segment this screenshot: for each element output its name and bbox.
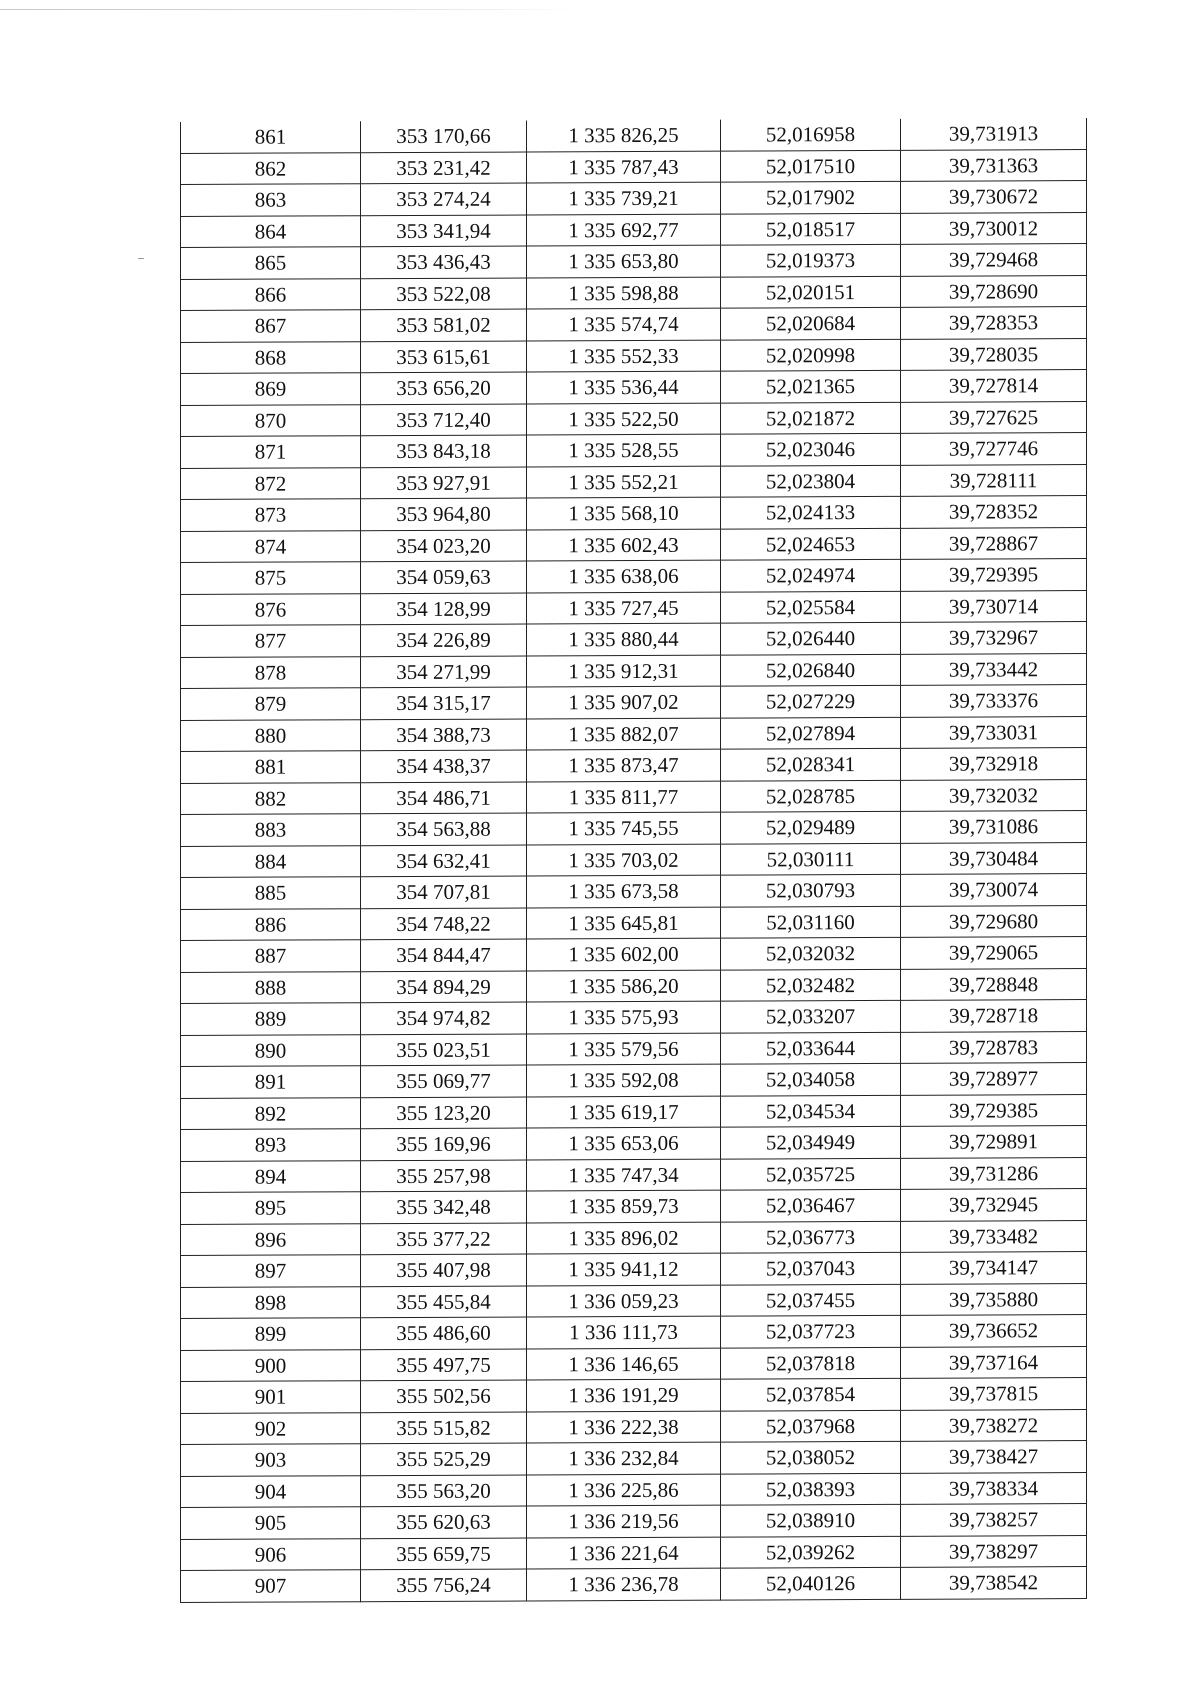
longitude-cell: 39,737164 [901, 1346, 1087, 1378]
longitude-cell: 39,731286 [901, 1157, 1087, 1189]
longitude-cell: 39,731086 [901, 811, 1087, 843]
point-number-cell: 898 [181, 1286, 361, 1318]
point-number-cell: 900 [181, 1349, 361, 1381]
latitude-cell: 52,037723 [721, 1315, 901, 1347]
y-coordinate-cell: 1 335 653,80 [527, 245, 721, 277]
longitude-cell: 39,730074 [901, 874, 1087, 906]
table-row [181, 433, 1087, 468]
y-coordinate-cell: 1 336 232,84 [527, 1442, 721, 1474]
point-number-cell: 901 [181, 1381, 361, 1413]
point-number-cell: 896 [181, 1223, 361, 1255]
point-number-cell: 877 [181, 625, 361, 657]
x-coordinate-cell: 353 581,02 [361, 309, 527, 341]
y-coordinate-cell: 1 336 221,64 [527, 1537, 721, 1569]
x-coordinate-cell: 355 023,51 [361, 1033, 527, 1065]
table-row [181, 496, 1087, 531]
point-number-cell: 868 [181, 341, 361, 373]
coordinates-table-wrapper [180, 118, 1086, 1602]
longitude-cell: 39,729680 [901, 905, 1087, 937]
longitude-cell: 39,731913 [901, 118, 1087, 150]
longitude-cell: 39,732918 [901, 748, 1087, 780]
table-row [181, 842, 1087, 877]
table-row [181, 1472, 1087, 1507]
x-coordinate-cell: 353 656,20 [361, 372, 527, 404]
longitude-cell: 39,738272 [901, 1409, 1087, 1441]
x-coordinate-cell: 355 525,29 [361, 1443, 527, 1475]
latitude-cell: 52,023046 [721, 433, 901, 465]
latitude-cell: 52,029489 [721, 811, 901, 843]
longitude-cell: 39,728867 [901, 527, 1087, 559]
latitude-cell: 52,020684 [721, 307, 901, 339]
y-coordinate-cell: 1 335 907,02 [527, 686, 721, 718]
point-number-cell: 893 [181, 1129, 361, 1161]
latitude-cell: 52,020998 [721, 339, 901, 371]
point-number-cell: 865 [181, 247, 361, 279]
point-number-cell: 880 [181, 719, 361, 751]
y-coordinate-cell: 1 335 645,81 [527, 907, 721, 939]
x-coordinate-cell: 354 748,22 [361, 907, 527, 939]
y-coordinate-cell: 1 335 574,74 [527, 308, 721, 340]
latitude-cell: 52,037818 [721, 1347, 901, 1379]
x-coordinate-cell: 354 315,17 [361, 687, 527, 719]
y-coordinate-cell: 1 335 575,93 [527, 1001, 721, 1033]
y-coordinate-cell: 1 335 880,44 [527, 623, 721, 655]
x-coordinate-cell: 354 059,63 [361, 561, 527, 593]
point-number-cell: 899 [181, 1318, 361, 1350]
x-coordinate-cell: 355 620,63 [361, 1506, 527, 1538]
longitude-cell: 39,727814 [901, 370, 1087, 402]
y-coordinate-cell: 1 335 552,33 [527, 340, 721, 372]
y-coordinate-cell: 1 335 568,10 [527, 497, 721, 529]
longitude-cell: 39,738542 [901, 1567, 1087, 1599]
longitude-cell: 39,732967 [901, 622, 1087, 654]
point-number-cell: 876 [181, 593, 361, 625]
y-coordinate-cell: 1 336 236,78 [527, 1568, 721, 1600]
x-coordinate-cell: 354 271,99 [361, 655, 527, 687]
point-number-cell: 903 [181, 1444, 361, 1476]
point-number-cell: 871 [181, 436, 361, 468]
point-number-cell: 874 [181, 530, 361, 562]
latitude-cell: 52,038910 [721, 1504, 901, 1536]
scan-artifact-mark [138, 258, 144, 259]
table-row [181, 1189, 1087, 1224]
latitude-cell: 52,028785 [721, 780, 901, 812]
y-coordinate-cell: 1 335 747,34 [527, 1159, 721, 1191]
x-coordinate-cell: 355 455,84 [361, 1285, 527, 1317]
latitude-cell: 52,037854 [721, 1378, 901, 1410]
latitude-cell: 52,034534 [721, 1095, 901, 1127]
table-row [181, 307, 1087, 342]
table-row [181, 559, 1087, 594]
latitude-cell: 52,039262 [721, 1536, 901, 1568]
table-row [181, 1409, 1087, 1444]
x-coordinate-cell: 355 502,56 [361, 1380, 527, 1412]
point-number-cell: 872 [181, 467, 361, 499]
table-row [181, 1346, 1087, 1381]
y-coordinate-cell: 1 335 602,43 [527, 529, 721, 561]
point-number-cell: 905 [181, 1507, 361, 1539]
table-row [181, 527, 1087, 562]
point-number-cell: 907 [181, 1570, 361, 1602]
x-coordinate-cell: 355 069,77 [361, 1065, 527, 1097]
y-coordinate-cell: 1 336 111,73 [527, 1316, 721, 1348]
point-number-cell: 888 [181, 971, 361, 1003]
point-number-cell: 867 [181, 310, 361, 342]
y-coordinate-cell: 1 335 586,20 [527, 970, 721, 1002]
longitude-cell: 39,733442 [901, 653, 1087, 685]
x-coordinate-cell: 355 756,24 [361, 1569, 527, 1601]
longitude-cell: 39,727625 [901, 401, 1087, 433]
y-coordinate-cell: 1 335 859,73 [527, 1190, 721, 1222]
y-coordinate-cell: 1 336 059,23 [527, 1285, 721, 1317]
y-coordinate-cell: 1 335 536,44 [527, 371, 721, 403]
y-coordinate-cell: 1 335 579,56 [527, 1033, 721, 1065]
longitude-cell: 39,728690 [901, 275, 1087, 307]
point-number-cell: 869 [181, 373, 361, 405]
longitude-cell: 39,729468 [901, 244, 1087, 276]
table-row [181, 1283, 1087, 1318]
x-coordinate-cell: 355 377,22 [361, 1222, 527, 1254]
longitude-cell: 39,733376 [901, 685, 1087, 717]
latitude-cell: 52,038393 [721, 1473, 901, 1505]
longitude-cell: 39,729891 [901, 1126, 1087, 1158]
x-coordinate-cell: 354 438,37 [361, 750, 527, 782]
latitude-cell: 52,027229 [721, 685, 901, 717]
x-coordinate-cell: 353 274,24 [361, 183, 527, 215]
table-row [181, 118, 1087, 153]
longitude-cell: 39,728111 [901, 464, 1087, 496]
table-row [181, 1441, 1087, 1476]
latitude-cell: 52,031160 [721, 906, 901, 938]
x-coordinate-cell: 354 844,47 [361, 939, 527, 971]
longitude-cell: 39,737815 [901, 1378, 1087, 1410]
longitude-cell: 39,729395 [901, 559, 1087, 591]
coordinates-table-body [181, 118, 1087, 1602]
table-row [181, 244, 1087, 279]
table-row [181, 401, 1087, 436]
point-number-cell: 878 [181, 656, 361, 688]
latitude-cell: 52,036773 [721, 1221, 901, 1253]
x-coordinate-cell: 355 563,20 [361, 1474, 527, 1506]
x-coordinate-cell: 353 843,18 [361, 435, 527, 467]
y-coordinate-cell: 1 335 522,50 [527, 403, 721, 435]
y-coordinate-cell: 1 336 219,56 [527, 1505, 721, 1537]
table-row [181, 181, 1087, 216]
latitude-cell: 52,021872 [721, 402, 901, 434]
longitude-cell: 39,732945 [901, 1189, 1087, 1221]
latitude-cell: 52,017510 [721, 150, 901, 182]
table-row [181, 212, 1087, 247]
longitude-cell: 39,735880 [901, 1283, 1087, 1315]
latitude-cell: 52,037043 [721, 1252, 901, 1284]
y-coordinate-cell: 1 335 619,17 [527, 1096, 721, 1128]
table-row [181, 338, 1087, 373]
point-number-cell: 870 [181, 404, 361, 436]
x-coordinate-cell: 355 497,75 [361, 1348, 527, 1380]
latitude-cell: 52,019373 [721, 244, 901, 276]
point-number-cell: 864 [181, 215, 361, 247]
point-number-cell: 882 [181, 782, 361, 814]
x-coordinate-cell: 353 615,61 [361, 340, 527, 372]
x-coordinate-cell: 353 927,91 [361, 466, 527, 498]
x-coordinate-cell: 353 712,40 [361, 403, 527, 435]
table-row [181, 1378, 1087, 1413]
latitude-cell: 52,021365 [721, 370, 901, 402]
table-row [181, 653, 1087, 688]
table-row [181, 1567, 1087, 1602]
latitude-cell: 52,032032 [721, 937, 901, 969]
latitude-cell: 52,016958 [721, 119, 901, 151]
y-coordinate-cell: 1 335 703,02 [527, 844, 721, 876]
x-coordinate-cell: 353 522,08 [361, 277, 527, 309]
x-coordinate-cell: 354 388,73 [361, 718, 527, 750]
y-coordinate-cell: 1 335 739,21 [527, 182, 721, 214]
table-row [181, 748, 1087, 783]
longitude-cell: 39,738334 [901, 1472, 1087, 1504]
x-coordinate-cell: 353 231,42 [361, 151, 527, 183]
longitude-cell: 39,736652 [901, 1315, 1087, 1347]
table-row [181, 1252, 1087, 1287]
x-coordinate-cell: 354 486,71 [361, 781, 527, 813]
longitude-cell: 39,730672 [901, 181, 1087, 213]
latitude-cell: 52,024653 [721, 528, 901, 560]
longitude-cell: 39,728035 [901, 338, 1087, 370]
table-row [181, 1504, 1087, 1539]
latitude-cell: 52,036467 [721, 1189, 901, 1221]
x-coordinate-cell: 355 342,48 [361, 1191, 527, 1223]
y-coordinate-cell: 1 335 811,77 [527, 781, 721, 813]
x-coordinate-cell: 354 974,82 [361, 1002, 527, 1034]
longitude-cell: 39,732032 [901, 779, 1087, 811]
y-coordinate-cell: 1 335 873,47 [527, 749, 721, 781]
y-coordinate-cell: 1 335 638,06 [527, 560, 721, 592]
x-coordinate-cell: 354 128,99 [361, 592, 527, 624]
x-coordinate-cell: 355 407,98 [361, 1254, 527, 1286]
table-row [181, 874, 1087, 909]
latitude-cell: 52,027894 [721, 717, 901, 749]
y-coordinate-cell: 1 335 552,21 [527, 466, 721, 498]
table-row [181, 275, 1087, 310]
y-coordinate-cell: 1 335 727,45 [527, 592, 721, 624]
latitude-cell: 52,035725 [721, 1158, 901, 1190]
latitude-cell: 52,034949 [721, 1126, 901, 1158]
x-coordinate-cell: 354 632,41 [361, 844, 527, 876]
y-coordinate-cell: 1 336 191,29 [527, 1379, 721, 1411]
x-coordinate-cell: 355 257,98 [361, 1159, 527, 1191]
table-row [181, 622, 1087, 657]
point-number-cell: 891 [181, 1066, 361, 1098]
x-coordinate-cell: 355 515,82 [361, 1411, 527, 1443]
table-row [181, 1094, 1087, 1129]
point-number-cell: 892 [181, 1097, 361, 1129]
latitude-cell: 52,030111 [721, 843, 901, 875]
point-number-cell: 863 [181, 184, 361, 216]
y-coordinate-cell: 1 335 673,58 [527, 875, 721, 907]
latitude-cell: 52,033207 [721, 1000, 901, 1032]
longitude-cell: 39,728353 [901, 307, 1087, 339]
longitude-cell: 39,729385 [901, 1094, 1087, 1126]
x-coordinate-cell: 354 563,88 [361, 813, 527, 845]
latitude-cell: 52,032482 [721, 969, 901, 1001]
x-coordinate-cell: 353 964,80 [361, 498, 527, 530]
table-row [181, 779, 1087, 814]
x-coordinate-cell: 355 123,20 [361, 1096, 527, 1128]
y-coordinate-cell: 1 335 896,02 [527, 1222, 721, 1254]
table-row [181, 905, 1087, 940]
y-coordinate-cell: 1 335 602,00 [527, 938, 721, 970]
point-number-cell: 894 [181, 1160, 361, 1192]
point-number-cell: 890 [181, 1034, 361, 1066]
latitude-cell: 52,024974 [721, 559, 901, 591]
y-coordinate-cell: 1 335 592,08 [527, 1064, 721, 1096]
y-coordinate-cell: 1 335 598,88 [527, 277, 721, 309]
table-row [181, 464, 1087, 499]
latitude-cell: 52,018517 [721, 213, 901, 245]
table-row [181, 968, 1087, 1003]
latitude-cell: 52,026840 [721, 654, 901, 686]
point-number-cell: 906 [181, 1538, 361, 1570]
x-coordinate-cell: 354 023,20 [361, 529, 527, 561]
longitude-cell: 39,728718 [901, 1000, 1087, 1032]
coordinates-table [180, 118, 1087, 1602]
latitude-cell: 52,024133 [721, 496, 901, 528]
table-row [181, 1315, 1087, 1350]
latitude-cell: 52,025584 [721, 591, 901, 623]
point-number-cell: 884 [181, 845, 361, 877]
point-number-cell: 886 [181, 908, 361, 940]
latitude-cell: 52,030793 [721, 874, 901, 906]
y-coordinate-cell: 1 335 882,07 [527, 718, 721, 750]
x-coordinate-cell: 355 659,75 [361, 1537, 527, 1569]
y-coordinate-cell: 1 335 745,55 [527, 812, 721, 844]
table-row [181, 685, 1087, 720]
longitude-cell: 39,730484 [901, 842, 1087, 874]
latitude-cell: 52,038052 [721, 1441, 901, 1473]
longitude-cell: 39,729065 [901, 937, 1087, 969]
x-coordinate-cell: 353 341,94 [361, 214, 527, 246]
table-row [181, 370, 1087, 405]
longitude-cell: 39,727746 [901, 433, 1087, 465]
table-row [181, 716, 1087, 751]
latitude-cell: 52,020151 [721, 276, 901, 308]
table-row [181, 1031, 1087, 1066]
latitude-cell: 52,034058 [721, 1063, 901, 1095]
point-number-cell: 897 [181, 1255, 361, 1287]
table-row [181, 937, 1087, 972]
y-coordinate-cell: 1 336 222,38 [527, 1411, 721, 1443]
y-coordinate-cell: 1 335 653,06 [527, 1127, 721, 1159]
y-coordinate-cell: 1 335 787,43 [527, 151, 721, 183]
longitude-cell: 39,738297 [901, 1535, 1087, 1567]
longitude-cell: 39,731363 [901, 149, 1087, 181]
latitude-cell: 52,028341 [721, 748, 901, 780]
point-number-cell: 885 [181, 877, 361, 909]
table-row [181, 1126, 1087, 1161]
point-number-cell: 861 [181, 121, 361, 153]
point-number-cell: 887 [181, 940, 361, 972]
point-number-cell: 875 [181, 562, 361, 594]
x-coordinate-cell: 353 436,43 [361, 246, 527, 278]
table-row [181, 1063, 1087, 1098]
point-number-cell: 904 [181, 1475, 361, 1507]
longitude-cell: 39,728977 [901, 1063, 1087, 1095]
y-coordinate-cell: 1 336 225,86 [527, 1474, 721, 1506]
x-coordinate-cell: 353 170,66 [361, 120, 527, 152]
y-coordinate-cell: 1 335 912,31 [527, 655, 721, 687]
longitude-cell: 39,738257 [901, 1504, 1087, 1536]
y-coordinate-cell: 1 335 692,77 [527, 214, 721, 246]
point-number-cell: 902 [181, 1412, 361, 1444]
longitude-cell: 39,730714 [901, 590, 1087, 622]
latitude-cell: 52,040126 [721, 1567, 901, 1599]
table-row [181, 1535, 1087, 1570]
longitude-cell: 39,734147 [901, 1252, 1087, 1284]
table-row [181, 1000, 1087, 1035]
x-coordinate-cell: 355 169,96 [361, 1128, 527, 1160]
point-number-cell: 873 [181, 499, 361, 531]
x-coordinate-cell: 354 894,29 [361, 970, 527, 1002]
latitude-cell: 52,026440 [721, 622, 901, 654]
point-number-cell: 879 [181, 688, 361, 720]
x-coordinate-cell: 355 486,60 [361, 1317, 527, 1349]
table-row [181, 149, 1087, 184]
longitude-cell: 39,733031 [901, 716, 1087, 748]
latitude-cell: 52,037455 [721, 1284, 901, 1316]
longitude-cell: 39,728352 [901, 496, 1087, 528]
point-number-cell: 883 [181, 814, 361, 846]
table-row [181, 590, 1087, 625]
longitude-cell: 39,728783 [901, 1031, 1087, 1063]
scan-artifact-line [0, 9, 580, 10]
longitude-cell: 39,728848 [901, 968, 1087, 1000]
point-number-cell: 895 [181, 1192, 361, 1224]
table-row [181, 1157, 1087, 1192]
table-row [181, 811, 1087, 846]
latitude-cell: 52,017902 [721, 181, 901, 213]
x-coordinate-cell: 354 707,81 [361, 876, 527, 908]
y-coordinate-cell: 1 335 528,55 [527, 434, 721, 466]
y-coordinate-cell: 1 336 146,65 [527, 1348, 721, 1380]
latitude-cell: 52,023804 [721, 465, 901, 497]
point-number-cell: 866 [181, 278, 361, 310]
y-coordinate-cell: 1 335 826,25 [527, 120, 721, 152]
point-number-cell: 881 [181, 751, 361, 783]
point-number-cell: 862 [181, 152, 361, 184]
longitude-cell: 39,738427 [901, 1441, 1087, 1473]
longitude-cell: 39,730012 [901, 212, 1087, 244]
y-coordinate-cell: 1 335 941,12 [527, 1253, 721, 1285]
point-number-cell: 889 [181, 1003, 361, 1035]
latitude-cell: 52,037968 [721, 1410, 901, 1442]
latitude-cell: 52,033644 [721, 1032, 901, 1064]
longitude-cell: 39,733482 [901, 1220, 1087, 1252]
x-coordinate-cell: 354 226,89 [361, 624, 527, 656]
table-row [181, 1220, 1087, 1255]
